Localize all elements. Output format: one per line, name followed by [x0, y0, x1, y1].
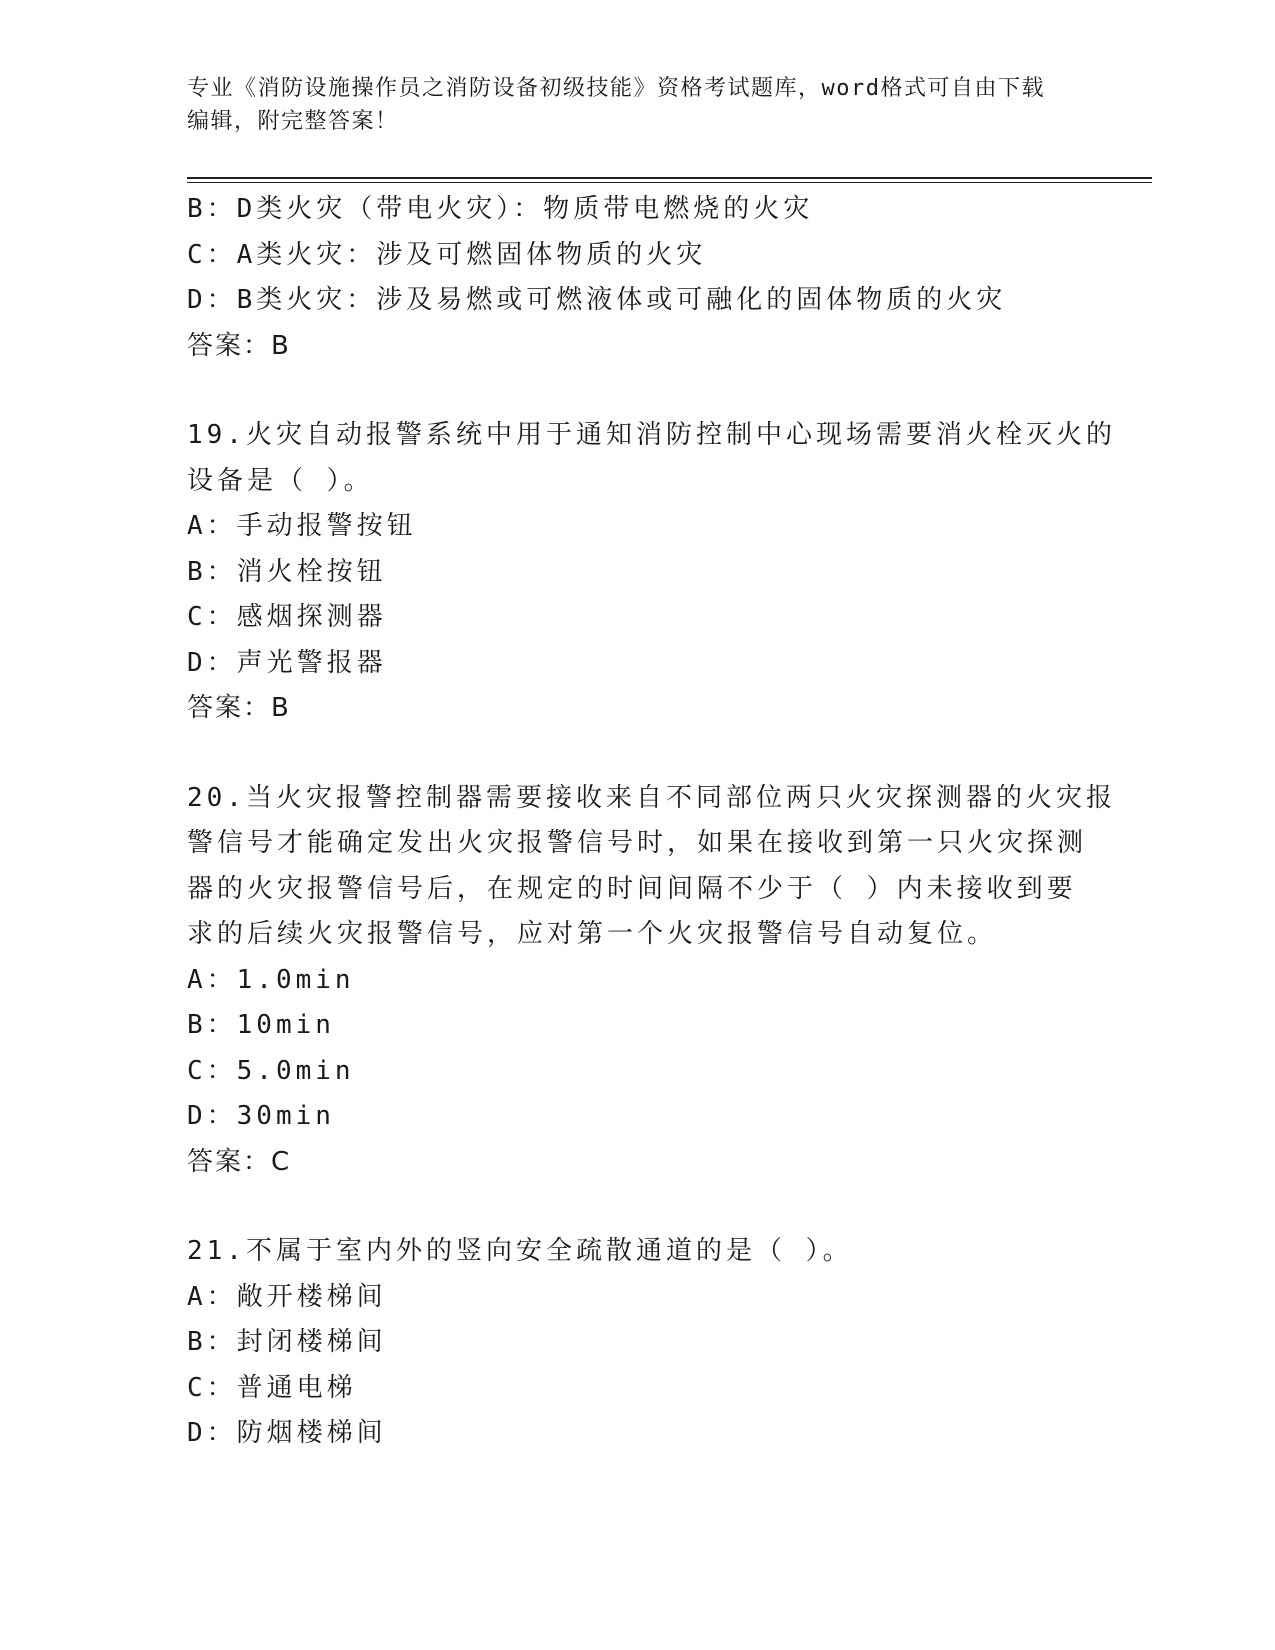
option-a: A：手动报警按钮	[187, 511, 417, 541]
answer-line: 答案：C	[187, 1146, 292, 1177]
question-content	[187, 187, 1116, 1457]
question-20	[187, 776, 1116, 1186]
question-text-line: 警信号才能确定发出火灾报警信号时，如果在接收到第一只火灾探测	[187, 828, 1088, 858]
question-text-line: 21.不属于室内外的竖向安全疏散通道的是（ ）。	[187, 1236, 853, 1266]
option-d: D：B类火灾：涉及易燃或可燃液体或可融化的固体物质的火灾	[187, 285, 1007, 315]
option-d: D：防烟楼梯间	[187, 1418, 387, 1448]
option-c: C：普通电梯	[187, 1372, 357, 1403]
answer-line: 答案：B	[187, 693, 291, 723]
option-c: C：A类火灾：涉及可燃固体物质的火灾	[187, 239, 707, 270]
option-a: A：敞开楼梯间	[187, 1281, 387, 1312]
question-text-line: 设备是（ ）。	[187, 465, 374, 496]
option-c: C：5.0min	[187, 1055, 355, 1086]
document-header: 专业《消防设施操作员之消防设备初级技能》资格考试题库，word格式可自由下载编辑，附完整答案！	[187, 76, 1045, 134]
header-rule-thin	[187, 182, 1152, 183]
option-a: A：1.0min	[187, 964, 355, 995]
question-19	[187, 413, 1116, 732]
question-text-line: 20.当火灾报警控制器需要接收来自不同部位两只火灾探测器的火灾报	[187, 782, 1116, 813]
option-b: B：10min	[187, 1010, 335, 1040]
question-text-line: 求的后续火灾报警信号，应对第一个火灾报警信号自动复位。	[187, 919, 998, 949]
option-b: B：D类火灾（带电火灾）：物质带电燃烧的火灾	[187, 194, 814, 224]
option-b: B：消火栓按钮	[187, 556, 387, 587]
question-21	[187, 1229, 1087, 1457]
option-d: D：声光警报器	[187, 647, 387, 678]
question-text-line: 19.火灾自动报警系统中用于通知消防控制中心现场需要消火栓灭火的	[187, 420, 1116, 450]
option-b: B：封闭楼梯间	[187, 1327, 387, 1357]
question-text-line: 器的火灾报警信号后，在规定的时间间隔不少于（ ）内未接收到要	[187, 873, 1077, 904]
answer-line: 答案：B	[187, 330, 291, 361]
header-rule-thick	[187, 177, 1152, 179]
question-18-tail	[187, 187, 1087, 369]
option-d: D：30min	[187, 1101, 335, 1131]
option-c: C：感烟探测器	[187, 602, 387, 632]
